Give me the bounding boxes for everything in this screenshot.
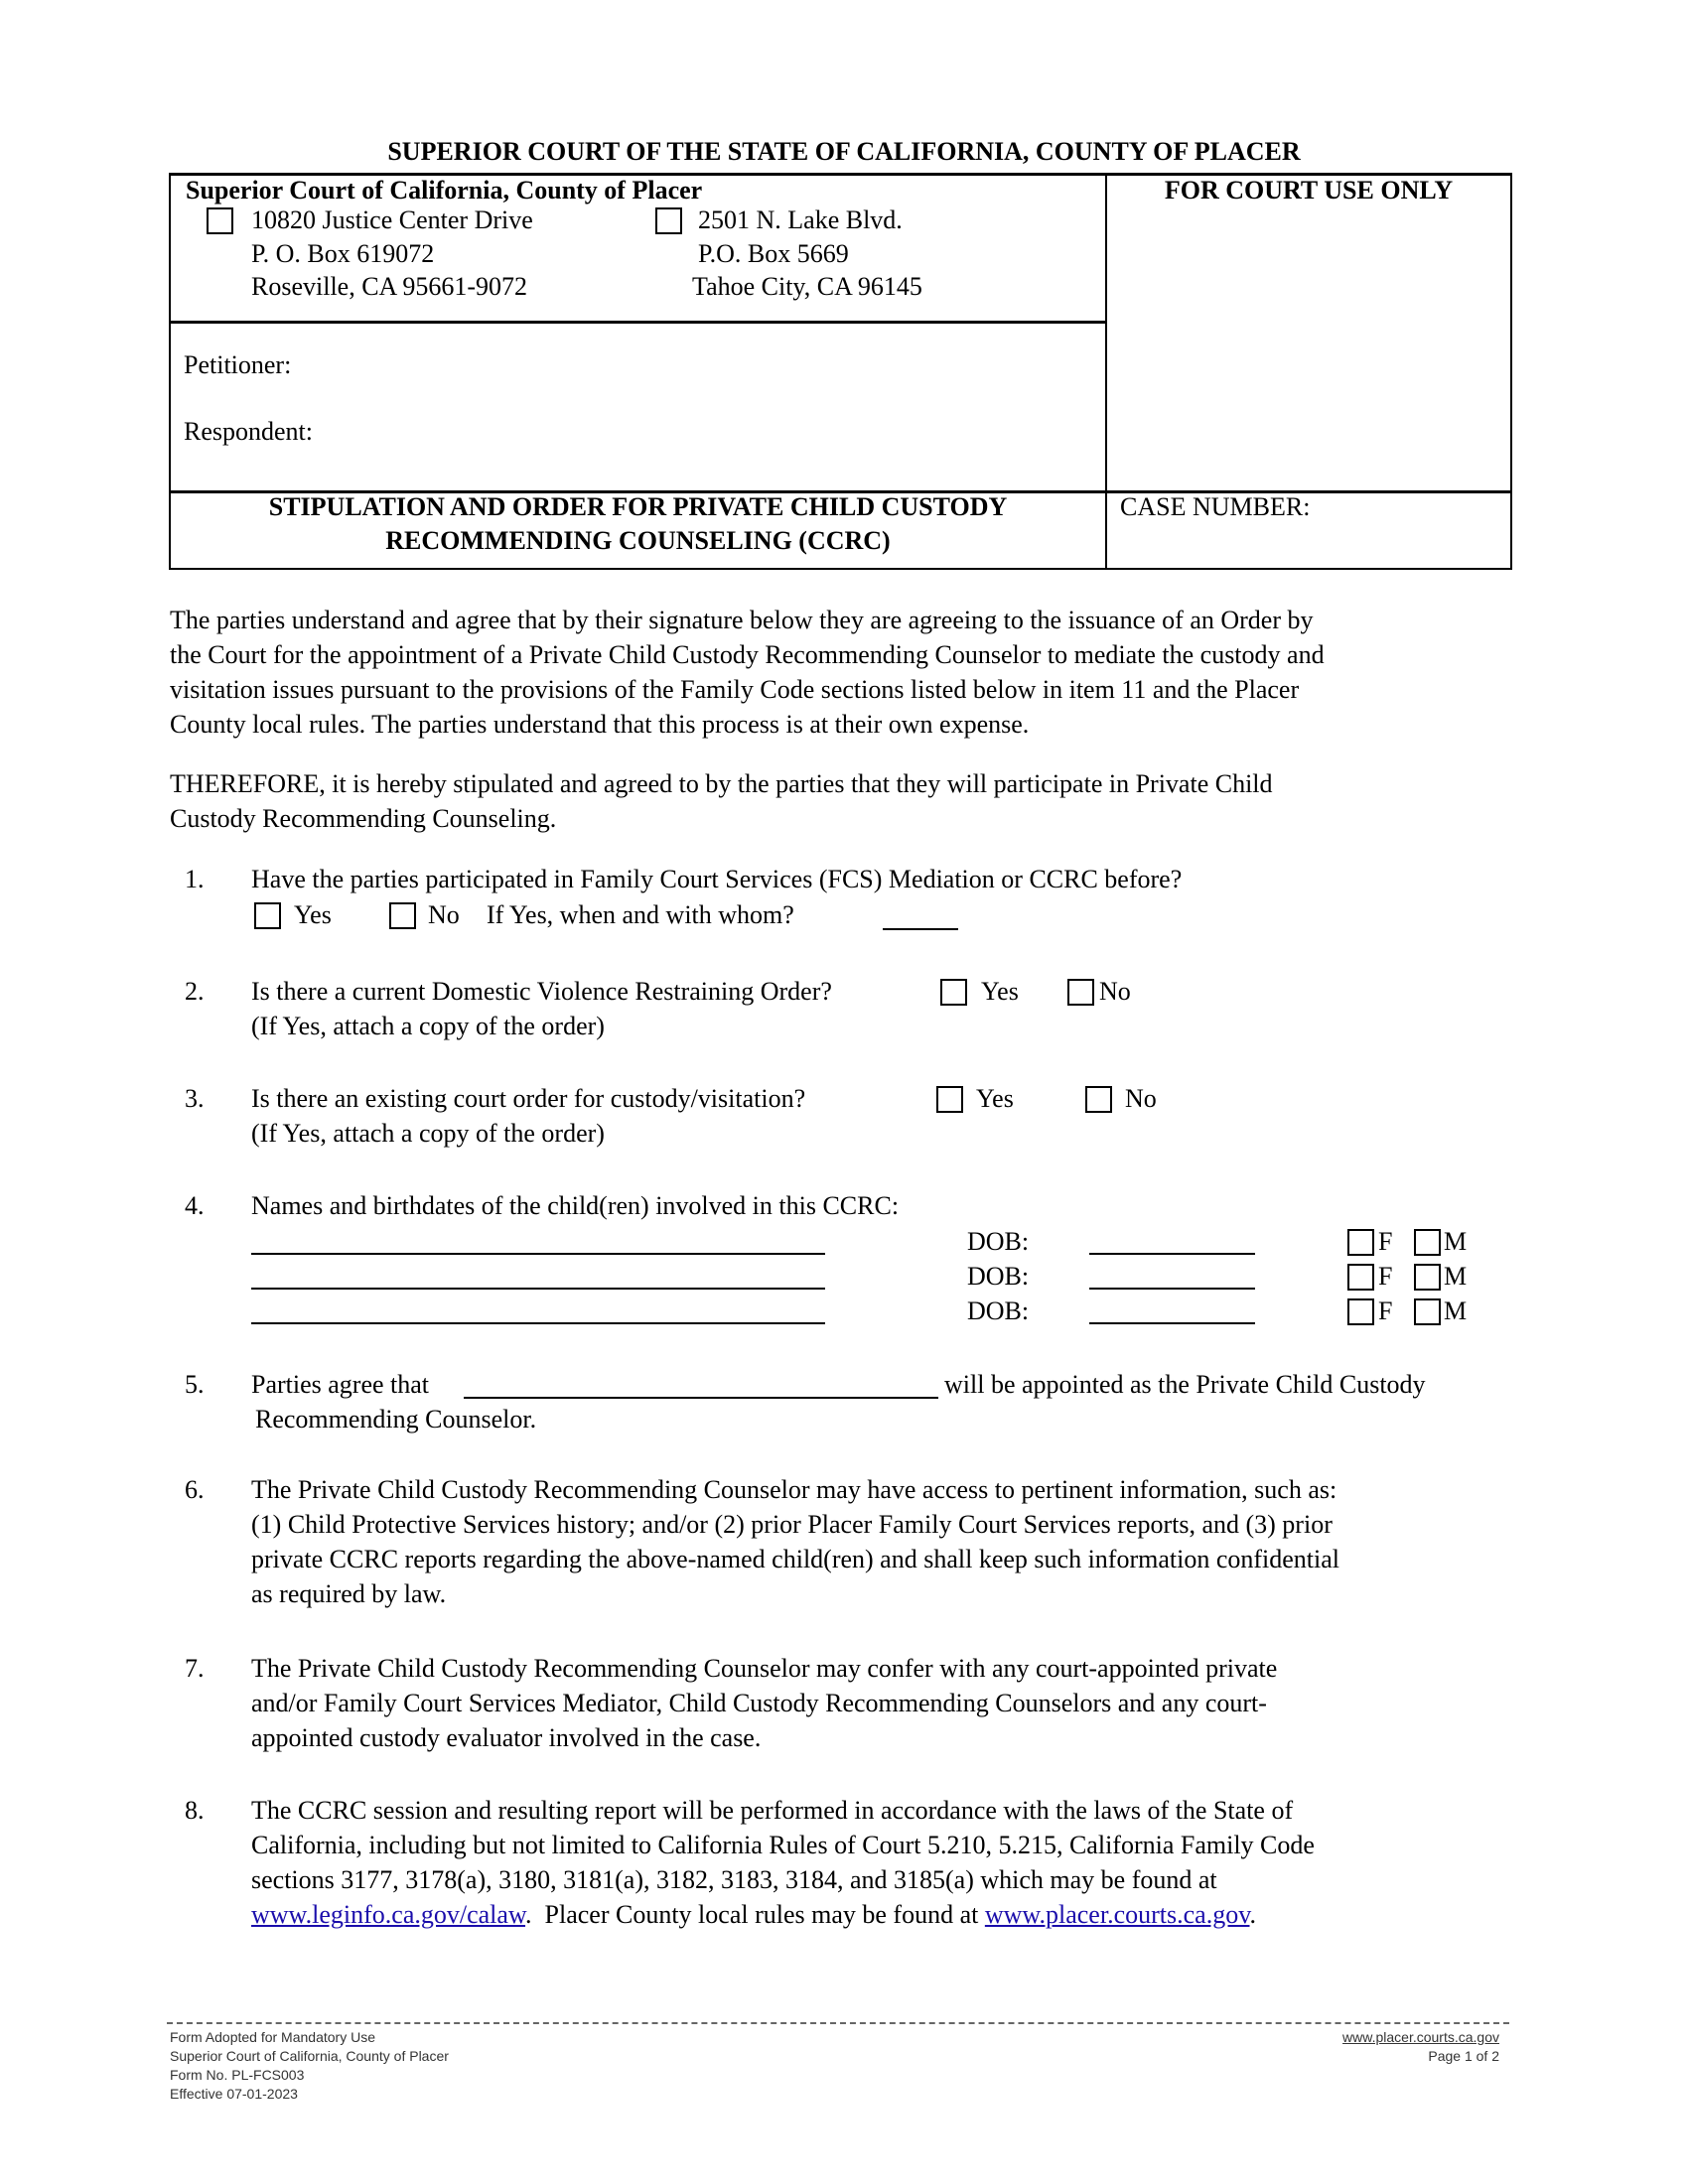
address2-line: P.O. Box 5669	[698, 239, 849, 268]
child-name-field[interactable]	[251, 1253, 825, 1255]
counselor-name-field[interactable]	[464, 1397, 938, 1399]
female-label: F	[1378, 1262, 1393, 1291]
item6-line: (1) Child Protective Services history; and/or (2) prior Placer Family Court Services reports, and (3) prior	[251, 1510, 1333, 1539]
case-number-label: CASE NUMBER:	[1120, 492, 1311, 521]
item1-question: Have the parties participated in Family Court Services (FCS) Mediation or CCRC before?	[251, 865, 1183, 893]
footer-text: Form Adopted for Mandatory Use	[170, 2029, 375, 2045]
item2-no-checkbox[interactable]	[1067, 979, 1094, 1006]
leginfo-link[interactable]: www.leginfo.ca.gov/calaw	[251, 1900, 526, 1929]
placer-courts-link[interactable]: www.placer.courts.ca.gov	[984, 1900, 1250, 1929]
item-number: 1.	[185, 865, 205, 893]
address2-checkbox[interactable]	[655, 207, 682, 234]
item2-yes-checkbox[interactable]	[940, 979, 967, 1006]
petitioner-label: Petitioner:	[184, 350, 292, 379]
item1-yes-checkbox[interactable]	[254, 902, 281, 929]
item4-question: Names and birthdates of the child(ren) involved in this CCRC:	[251, 1191, 900, 1220]
footer-text: Effective 07-01-2023	[170, 2086, 298, 2102]
child-dob-field[interactable]	[1089, 1253, 1255, 1255]
intro-line: The parties understand and agree that by their signature below they are agreeing to the issuance of an Order by	[170, 606, 1314, 634]
item-number: 8.	[185, 1796, 205, 1825]
item7-line: and/or Family Court Services Mediator, Child Custody Recommending Counselors and any court-	[251, 1689, 1267, 1717]
child-male-checkbox[interactable]	[1414, 1229, 1441, 1256]
item2-yes-label: Yes	[981, 977, 1019, 1006]
address2-line: 2501 N. Lake Blvd.	[698, 205, 903, 234]
dob-label: DOB:	[967, 1262, 1030, 1291]
item7-line: appointed custody evaluator involved in the case.	[251, 1723, 762, 1752]
item-number: 5.	[185, 1370, 205, 1399]
child-female-checkbox[interactable]	[1347, 1264, 1374, 1291]
footer-url-link[interactable]: www.placer.courts.ca.gov	[1342, 2029, 1499, 2045]
child-name-field[interactable]	[251, 1322, 825, 1324]
item8-text: . Placer County local rules may be found at	[525, 1900, 985, 1929]
court-title: SUPERIOR COURT OF THE STATE OF CALIFORNIA, COUNTY OF PLACER	[387, 137, 1301, 166]
item2-question: Is there a current Domestic Violence Restraining Order?	[251, 977, 832, 1006]
dob-label: DOB:	[967, 1227, 1030, 1256]
item3-note: (If Yes, attach a copy of the order)	[251, 1119, 605, 1148]
child-female-checkbox[interactable]	[1347, 1298, 1374, 1325]
item8-line: The CCRC session and resulting report will be performed in accordance with the laws of the State of	[251, 1796, 1294, 1825]
footer-text: Superior Court of California, County of Placer	[170, 2048, 449, 2064]
item7-line: The Private Child Custody Recommending Counselor may confer with any court-appointed private	[251, 1654, 1278, 1683]
therefore-line: Custody Recommending Counseling.	[170, 804, 557, 833]
respondent-label: Respondent:	[184, 417, 313, 446]
item1-no-label: No	[428, 900, 460, 929]
item3-no-label: No	[1125, 1084, 1157, 1113]
court-use-only: FOR COURT USE ONLY	[1164, 176, 1454, 205]
form-title: RECOMMENDING COUNSELING (CCRC)	[385, 526, 891, 555]
item6-line: private CCRC reports regarding the above-named child(ren) and shall keep such information confidential	[251, 1545, 1339, 1573]
dob-label: DOB:	[967, 1297, 1030, 1325]
child-male-checkbox[interactable]	[1414, 1298, 1441, 1325]
item-number: 7.	[185, 1654, 205, 1683]
address2-line: Tahoe City, CA 96145	[692, 272, 922, 301]
female-label: F	[1378, 1297, 1393, 1325]
item-number: 2.	[185, 977, 205, 1006]
item2-no-label: No	[1099, 977, 1131, 1006]
male-label: M	[1444, 1297, 1468, 1325]
male-label: M	[1444, 1227, 1468, 1256]
intro-line: County local rules. The parties understand that this process is at their own expense.	[170, 710, 1030, 739]
item8-line	[251, 1899, 1256, 1931]
item1-no-checkbox[interactable]	[389, 902, 416, 929]
child-name-field[interactable]	[251, 1288, 825, 1290]
item1-yes-label: Yes	[294, 900, 332, 929]
intro-line: the Court for the appointment of a Private Child Custody Recommending Counselor to mediate the custody and	[170, 640, 1325, 669]
child-male-checkbox[interactable]	[1414, 1264, 1441, 1291]
female-label: F	[1378, 1227, 1393, 1256]
item3-yes-label: Yes	[976, 1084, 1014, 1113]
item-number: 3.	[185, 1084, 205, 1113]
address1-line: 10820 Justice Center Drive	[251, 205, 533, 234]
item3-no-checkbox[interactable]	[1085, 1086, 1112, 1113]
item-number: 4.	[185, 1191, 205, 1220]
therefore-line: THEREFORE, it is hereby stipulated and agreed to by the parties that they will participate in Private Child	[170, 769, 1273, 798]
address1-line: Roseville, CA 95661-9072	[251, 272, 528, 301]
item6-line: as required by law.	[251, 1579, 447, 1608]
item5-text: will be appointed as the Private Child Custody	[944, 1370, 1426, 1399]
page-number: Page 1 of 2	[1428, 2048, 1499, 2064]
intro-line: visitation issues pursuant to the provisions of the Family Code sections listed below in item 11 and the Placer	[170, 675, 1300, 704]
item3-yes-checkbox[interactable]	[936, 1086, 963, 1113]
court-name: Superior Court of California, County of Placer	[186, 176, 703, 205]
address1-line: P. O. Box 619072	[251, 239, 435, 268]
child-dob-field[interactable]	[1089, 1288, 1255, 1290]
footer-text: Form No. PL-FCS003	[170, 2067, 305, 2083]
child-female-checkbox[interactable]	[1347, 1229, 1374, 1256]
item6-line: The Private Child Custody Recommending Counselor may have access to pertinent information, such as:	[251, 1475, 1337, 1504]
item1-followup: If Yes, when and with whom?	[487, 900, 794, 929]
child-dob-field[interactable]	[1089, 1322, 1255, 1324]
address1-checkbox[interactable]	[207, 207, 233, 234]
item5-text: Parties agree that	[251, 1370, 430, 1399]
item5-text: Recommending Counselor.	[255, 1405, 537, 1433]
item-number: 6.	[185, 1475, 205, 1504]
form-title: STIPULATION AND ORDER FOR PRIVATE CHILD CUSTODY	[268, 492, 1008, 521]
item2-note: (If Yes, attach a copy of the order)	[251, 1012, 605, 1040]
footer-divider	[167, 2022, 1509, 2024]
male-label: M	[1444, 1262, 1468, 1291]
item8-line: California, including but not limited to California Rules of Court 5.210, 5.215, California Family Code	[251, 1831, 1315, 1859]
item8-line: sections 3177, 3178(a), 3180, 3181(a), 3182, 3183, 3184, and 3185(a) which may be found at	[251, 1865, 1217, 1894]
item3-question: Is there an existing court order for custody/visitation?	[251, 1084, 806, 1113]
item1-when-field[interactable]	[883, 928, 958, 930]
item8-text: .	[1249, 1900, 1256, 1929]
